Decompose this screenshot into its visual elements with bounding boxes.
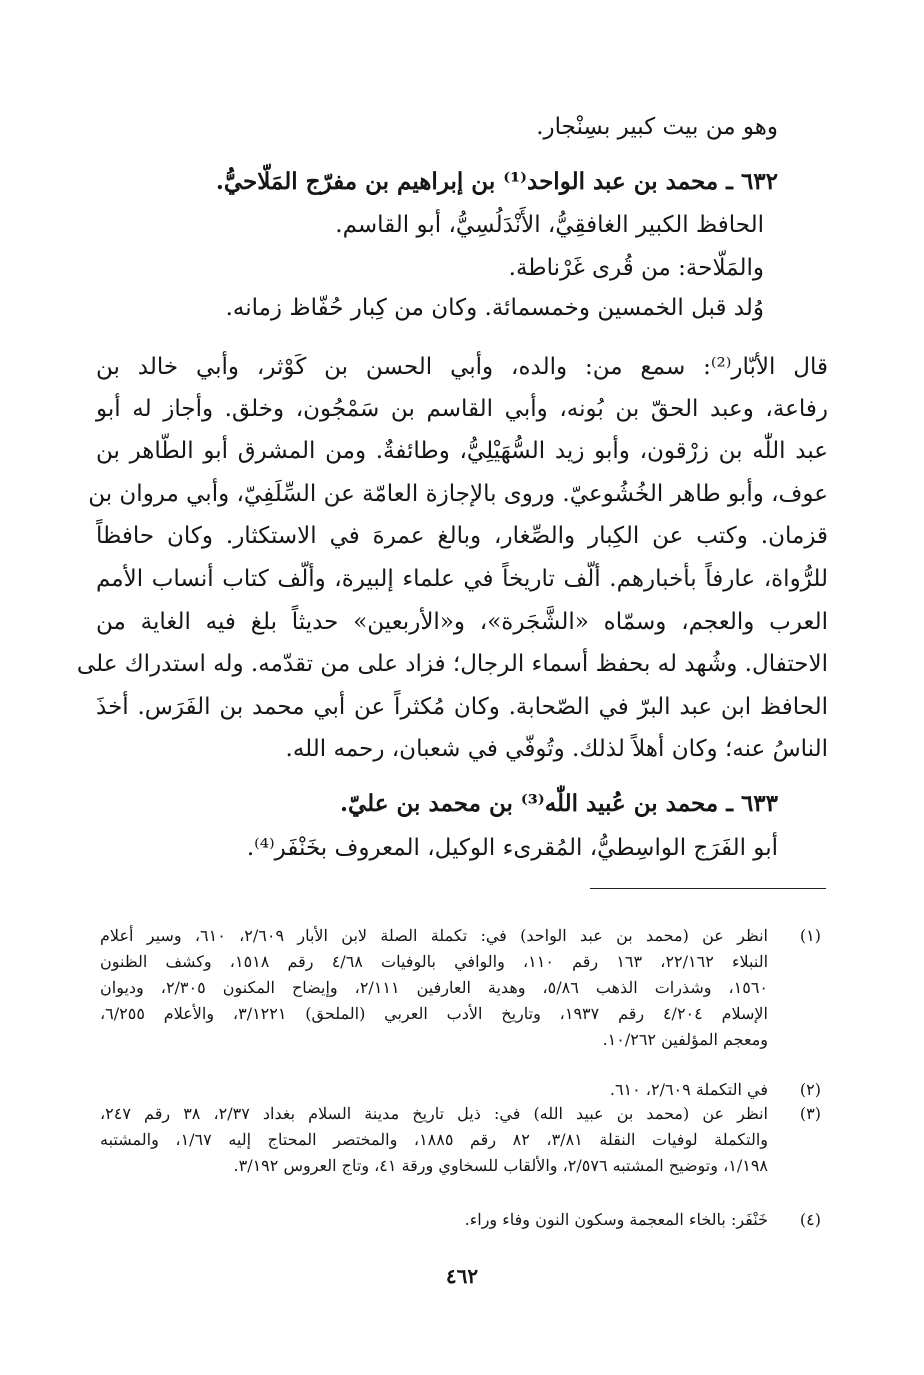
footnote-line: في التكملة ٢/٦٠٩، ٦١٠. [609, 1080, 768, 1099]
text-line: الناسُ عنه؛ وكان أهلاً لذلك. وتُوفّي في شعبان، رحمه الله. [285, 736, 828, 762]
footnote-separator [590, 888, 826, 889]
footnote-number: (١) [799, 926, 821, 945]
text-line: قزمان. وكتب عن الكِبار والصِّغار، وبالغ عمرهَ في الاستكثار. وكان حافظاً [96, 523, 828, 549]
text-line: وُلد قبل الخمسين وخمسمائة. وكان من كِبار حُفّاظ زمانه. [225, 295, 764, 321]
text-line: الاحتفال. وشُهد له بحفظ أسماء الرجال؛ فزاد على من تقدّمه. وله استدراك على [76, 651, 828, 677]
footnote-line: الإسلام ٤/٢٠٤ رقم ١٩٣٧، وتاريخ الأدب العربي (الملحق) ٣/١٢٢١، والأعلام ٦/٢٥٥، [100, 1004, 768, 1023]
footnote-line: انظر عن (محمد بن عبيد الله) في: ذيل تاريخ مدينة السلام بغداد ٢/٣٧، ٣٨ رقم ٢٤٧، [100, 1104, 768, 1123]
footnote-number: (٤) [799, 1210, 821, 1229]
text-line: الحافظ الكبير الغافقِيُّ، الأَنْدَلُسِيُّ، أبو القاسم. [335, 212, 764, 238]
footnote-line: انظر عن (محمد بن عبد الواحد) في: تكملة الصلة لابن الأبار ٢/٦٠٩، ٦١٠، وسير أعلام [100, 926, 769, 945]
entry-heading: ٦٣٢ ـ محمد بن عبد الواحد⁽¹⁾ بن إبراهيم بن مفرّج المَلّاحيُّ. [215, 168, 778, 195]
text-line: الحافظ ابن عبد البرّ في الصّحابة. وكان مُكثراً عن أبي محمد بن الفَرَس. أخذَ [96, 694, 828, 720]
footnote-line: والتكملة لوفيات النقلة ٣/٨١، ٨٢ رقم ١٨٨٥، والمختصر المحتاج إليه ١/٦٧، والمشتبه [100, 1130, 769, 1149]
footnote-line: ١/١٩٨، وتوضيح المشتبه ٢/٥٧٦، والألقاب للسخاوي ورقة ٤١، وتاج العروس ٣/١٩٢. [233, 1156, 768, 1175]
text-line: أبو الفَرَج الواسِطيُّ، المُقرىء الوكيل، المعروف بخَنْفَر⁽⁴⁾. [246, 835, 778, 861]
footnote-line: ومعجم المؤلفين ١٠/٢٦٢. [602, 1030, 768, 1049]
text-line: عوف، وأبو طاهر الخُشُوعيّ. وروى بالإجازة العامّة عن السِّلَفِيّ، وأبي مروان بن [88, 481, 828, 507]
footnote-number: (٣) [799, 1104, 821, 1123]
text-line: رفاعة، وعبد الحقّ بن بُونه، وأبي القاسم بن سَمْجُون، وخلق. وأجاز له أبو [96, 396, 828, 422]
footnote-line: النبلاء ٢٢/١٦٢، ١٦٣ رقم ١١٠، والوافي بالوفيات ٤/٦٨ رقم ١٥١٨، وكشف الظنون [100, 952, 769, 971]
page-number: ٤٦٢ [445, 1264, 479, 1288]
footnote-line: خَنْفَر: بالخاء المعجمة وسكون النون وفاء وراء. [464, 1210, 768, 1229]
entry-heading: ٦٣٣ ـ محمد بن عُبيد اللّٰه⁽³⁾ بن محمد بن عليّ. [340, 790, 778, 817]
text-line: قال الأبّار⁽²⁾: سمع من: والده، وأبي الحسن بن كَوْثر، وأبي خالد بن [96, 354, 828, 380]
text-line: العرب والعجم، وسمّاه «الشَّجَرة»، و«الأربعين» حديثاً بلغ فيه الغاية من [96, 609, 828, 635]
footnote-number: (٢) [799, 1080, 821, 1099]
text-line: للرُّواة، عارفاً بأخبارهم. ألّف تاريخاً في علماء إلبيرة، وألّف كتاب أنساب الأمم [96, 566, 828, 592]
text-line: عبد اللّٰه بن زرْقون، وأبو زيد السُّهَيْلِيُّ، وطائفةٌ. ومن المشرق أبو الطّاهر بن [96, 438, 828, 464]
footnote-line: ١٥٦٠، وشذرات الذهب ٥/٨٦، وهدية العارفين ٢/١١١، وإيضاح المكنون ٢/٣٠٥، وديوان [100, 978, 769, 997]
text-line: وهو من بيت كبير بسِنْجار. [536, 114, 778, 140]
text-line: والمَلّاحة: من قُرى غَرْناطة. [508, 255, 764, 281]
